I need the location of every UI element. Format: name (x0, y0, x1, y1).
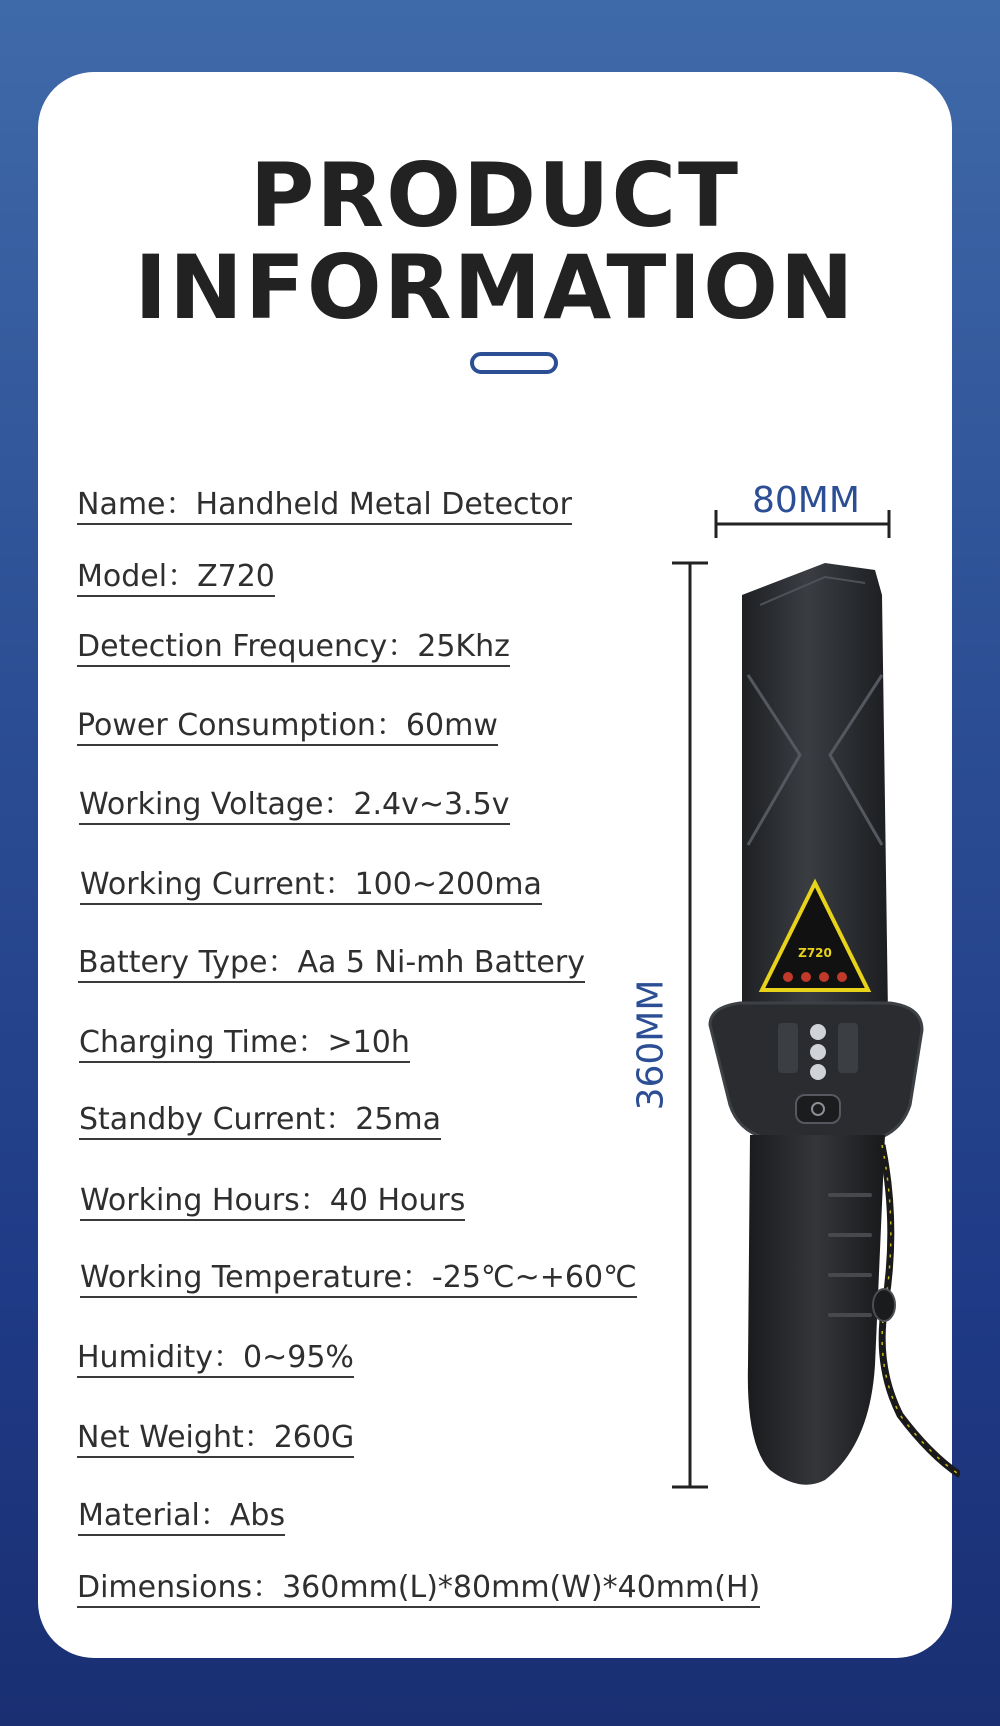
spec-working-hours: Working Hours：40 Hours (80, 1186, 465, 1221)
model-label: Z720 (798, 946, 832, 960)
spec-working-temperature: Working Temperature：-25℃~+60℃ (80, 1263, 637, 1298)
left-switch (778, 1023, 798, 1073)
spec-name: Name：Handheld Metal Detector (77, 490, 572, 525)
right-switch (838, 1023, 858, 1073)
indicator-light-2 (810, 1044, 826, 1060)
indicator-light-1 (810, 1024, 826, 1040)
page-title-line2: INFORMATION (134, 236, 856, 339)
page-title-line1: PRODUCT (249, 144, 741, 247)
metal-detector-image (660, 545, 960, 1495)
height-label: 360MM (630, 979, 672, 1111)
spec-standby-current: Standby Current：25ma (79, 1105, 441, 1140)
spec-working-current: Working Current：100~200ma (80, 870, 542, 905)
spec-working-voltage: Working Voltage：2.4v~3.5v (79, 790, 510, 825)
spec-battery-type: Battery Type：Aa 5 Ni-mh Battery (78, 948, 585, 983)
spec-charging-time: Charging Time：>10h (79, 1028, 410, 1063)
spec-material: Material：Abs (78, 1501, 285, 1536)
lanyard-toggle (873, 1289, 895, 1321)
width-label: 80MM (752, 480, 860, 521)
indicator-light-3 (810, 1064, 826, 1080)
spec-humidity: Humidity：0~95% (77, 1343, 354, 1378)
spec-dimensions: Dimensions：360mm(L)*80mm(W)*40mm(H) (77, 1573, 760, 1608)
spec-model: Model：Z720 (77, 562, 275, 597)
spec-detection-frequency: Detection Frequency：25Khz (77, 632, 510, 667)
power-button (796, 1095, 840, 1123)
spec-net-weight: Net Weight：260G (77, 1423, 354, 1458)
spec-power-consumption: Power Consumption：60mw (77, 711, 498, 746)
detector-grip (748, 1135, 885, 1485)
